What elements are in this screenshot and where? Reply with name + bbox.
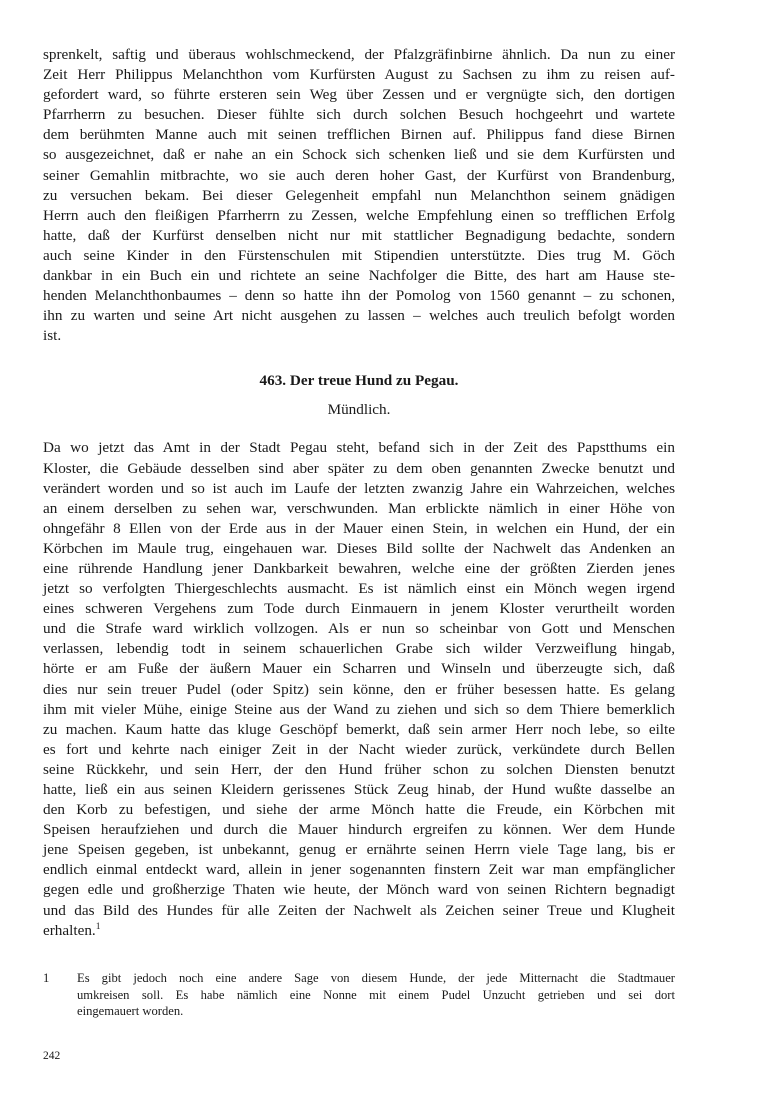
section-heading: 463. Der treue Hund zu Pegau. [259, 372, 459, 390]
footnote-text [77, 970, 675, 1020]
text-line: dies nur sein treuer Pudel (oder Spitz) sein könne, den er früher besessen hatte. Es gelang [43, 680, 675, 698]
text-line: umkreisen soll. Es habe nämlich eine Nonne mit einem Pudel Unzucht getrieben und sei dort [77, 987, 675, 1002]
text-line: Da wo jetzt das Amt in der Stadt Pegau steht, befand sich in der Zeit des Papstthums ein [43, 439, 675, 457]
text-line: hörte er am Fuße der äußern Mauer ein Scharren und Winseln und überzeugte sich, daß [43, 660, 675, 678]
text-line: ihn zu warten und seine Art nicht ausgehen zu lassen – welches auch treulich befolgt worden [43, 307, 675, 325]
text-line: eines schweren Vergehens zum Tode durch Einmauern in jenem Kloster verurtheilt worden [43, 600, 675, 618]
paragraph-story [43, 438, 675, 940]
text-line: an einem derselben zu sehen war, verschwunden. Man erblickte nämlich in einer Höhe von [43, 499, 675, 517]
text-line: jetzt so verfolgten Thiergeschlechts ausmacht. Es ist nämlich einst ein Mönch wegen irgend [43, 580, 675, 598]
text-line: gegen edle und großherzige Thaten wie heute, der Mönch ward von seinen Richtern begnadigt [43, 881, 675, 899]
text-line: ohngefähr 8 Ellen von der Erde aus in der Mauer einen Stein, in welchen ein Hund, der ein [43, 519, 675, 537]
text-line: eine rührende Handlung jener Dankbarkeit bewahren, welche eine der größten Zierden jenes [43, 559, 675, 577]
text-line: seine Rückkehr, und sein Herr, der den Hund früher schon zu solchen Diensten benutzt [43, 760, 675, 778]
text-line: Kloster, die Gebäude desselben sind aber später zu dem oben genannten Zwecke benutzt und [43, 459, 675, 477]
text-line: Speisen heraufziehen und durch die Mauer hindurch ergreifen zu können. Wer dem Hunde [43, 821, 675, 839]
text-line: und das Bild des Hundes für alle Zeiten der Nachwelt als Zeichen seiner Treue und Klugheit [43, 901, 675, 919]
text-line: verlassen, lebendig todt in seinem schauerlichen Grabe sich wilder Verzweiflung hingab, [43, 640, 675, 658]
text-line: jene Speisen gegeben, ist unbekannt, genug er ernährte seinen Herrn viele Tage lang, bis er [43, 841, 675, 859]
text-line: Zeit Herr Philippus Melanchthon vom Kurfürsten August zu Sachsen zu ihm zu reisen auf- [43, 66, 675, 84]
text-line: verändert worden und so ist auch im Laufe der letzten zwanzig Jahre ein Wahrzeichen, welches [43, 479, 675, 497]
footnote-number: 1 [43, 970, 50, 985]
text-line: auch seine Kinder in den Fürstenschulen mit Stipendien unterstützte. Dies trug M. Göch [43, 246, 675, 264]
text-line: zu versuchen bekam. Bei dieser Gelegenheit empfahl nun Melanchthon seinem gnädigen [43, 186, 675, 204]
text-line: gefordert ward, so führte ersteren sein Weg über Zessen und er vergnügte sich, den dortigen [43, 86, 675, 104]
text-line: den Korb zu befestigen, und siehe der arme Mönch hatte die Freude, ein Körbchen mit [43, 801, 675, 819]
text-line: erhalten.$^1$ [43, 921, 101, 939]
page-content [43, 45, 675, 1020]
footnote [43, 970, 675, 1020]
text-line: dankbar in ein Buch ein und richtete an seine Nachfolger die Bitte, des hart am Hause ste- [43, 267, 675, 285]
text-line: hatte, daß der Kurfürst denselben nicht nur mit stattlicher Begnadigung bedachte, sondern [43, 226, 675, 244]
text-line: Es gibt jedoch noch eine andere Sage von diesem Hunde, der jede Mitternacht die Stadtmauer [77, 970, 675, 985]
footnote-reference[interactable]: 1 [95, 921, 101, 932]
text-line: so ausgezeichnet, daß er nahe an ein Schock sich schenken ließ und sie dem Kurfürsten und [43, 146, 675, 164]
text-line: endlich einmal entdeckt ward, allein in jener sogenannten finstern Zeit war man empfänglicher [43, 861, 675, 879]
text-line: ist. [43, 327, 62, 345]
text-line: zu machen. Kaum hatte das kluge Geschöpf bemerkt, daß sein armer Herr noch lebe, so eilte [43, 720, 675, 738]
page-number: 242 [43, 1050, 61, 1062]
section-subheading: Mündlich. [327, 401, 391, 419]
text-line: dem berühmten Manne auch mit seinen trefflichen Birnen auf. Philippus fand diese Birnen [43, 126, 675, 144]
paragraph-continuation [43, 45, 675, 346]
text-line: Körbchen im Maule trug, eingehauen war. Dieses Bild sollte der Nachwelt das Andenken an [43, 539, 675, 557]
text-line: seiner Gemahlin mitbrachte, wo sie auch deren hoher Gast, der Kurfürst von Brandenburg, [43, 166, 675, 184]
text-line: eingemauert worden. [77, 1004, 184, 1019]
text-line: und die Strafe ward wirklich vollzogen. Als er nun so scheinbar von Gott und Menschen [43, 620, 675, 638]
text-line: ihm mit vieler Mühe, einige Steine aus der Wand zu ziehen und sich so dem Thiere bemerklich [43, 700, 675, 718]
text-line: sprenkelt, saftig und überaus wohlschmeckend, der Pfalzgräfinbirne ähnlich. Da nun zu einer [43, 46, 675, 63]
text-line: henden Melanchthonbaumes – denn so hatte ihn der Pomolog von 1560 genannt – zu schonen, [43, 287, 675, 305]
text-line: hatte, ließ ein aus seinen Kleidern gerissenes Stück Zeug hinab, der Hund wußte dasselbe an [43, 781, 675, 798]
text-line: Pfarrherrn zu besuchen. Dieser fühlte sich durch solchen Besuch hochgeehrt und wartete [43, 106, 675, 124]
text-line: es fort und kehrte nach einiger Zeit in der Nacht wieder zurück, verkündete durch Bellen [43, 740, 675, 758]
text-line: Herrn auch den fleißigen Pfarrherrn zu Zessen, welche Empfehlung einen so trefflichen Erfolg [43, 206, 675, 224]
